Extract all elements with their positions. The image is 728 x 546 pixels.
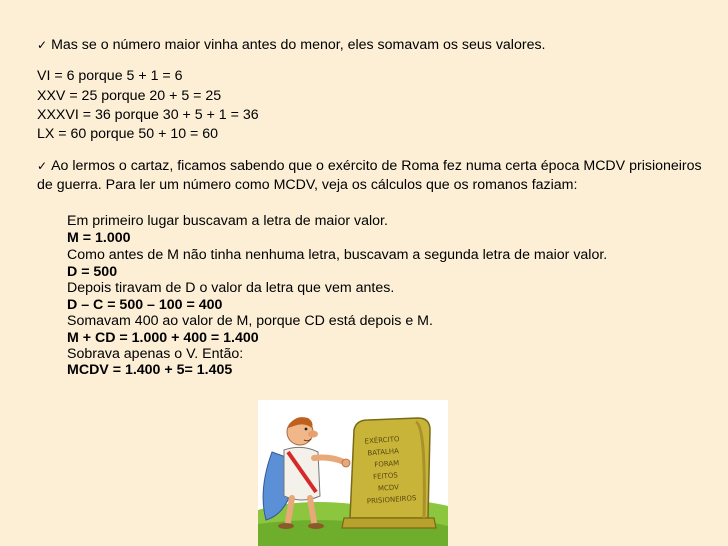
example-line: LX = 60 porque 50 + 10 = 60	[37, 126, 219, 142]
step-text: Somavam 400 ao valor de M, porque CD está depois e M.	[67, 313, 433, 329]
stone-text: MCDV	[377, 483, 400, 493]
stone-monument	[342, 418, 436, 528]
step-text: Sobrava apenas o V. Então:	[67, 346, 244, 362]
checkmark-icon: ✓	[37, 38, 48, 52]
step-text: Como antes de M não tinha nenhuma letra, buscavam a segunda letra de maior valor.	[67, 247, 608, 263]
checkmark-icon: ✓	[37, 159, 48, 173]
step-result: M = 1.000	[67, 230, 131, 246]
stone-text: PRISIONEIROS	[366, 494, 417, 506]
step-text: Depois tiravam de D o valor da letra que vem antes.	[67, 280, 395, 296]
step-text: Em primeiro lugar buscavam a letra de maior valor.	[67, 213, 388, 229]
poster-paragraph-line-2: de guerra. Para ler um número como MCDV, veja os cálculos que os romanos faziam:	[37, 177, 578, 193]
example-line: XXV = 25 porque 20 + 5 = 25	[37, 88, 222, 104]
example-line: VI = 6 porque 5 + 1 = 6	[37, 68, 183, 84]
stone-text: EXÉRCITO	[364, 435, 400, 446]
stone-text: BATALHA	[367, 447, 400, 458]
step-result: MCDV = 1.400 + 5= 1.405	[67, 362, 233, 378]
stone-text: FORAM	[374, 459, 400, 469]
step-result: D = 500	[67, 264, 118, 280]
roman-soldier-illustration	[258, 400, 448, 546]
poster-paragraph-line-1	[37, 158, 702, 175]
poster-paragraph-text-1: Ao lermos o cartaz, ficamos sabendo que o exército de Roma fez numa certa época MCDV prisioneiros	[51, 158, 702, 174]
example-line: XXXVI = 36 porque 30 + 5 + 1 = 36	[37, 107, 259, 123]
step-result: D – C = 500 – 100 = 400	[67, 297, 223, 313]
intro-line	[37, 37, 546, 54]
intro-text: Mas se o número maior vinha antes do menor, eles somavam os seus valores.	[51, 37, 546, 53]
stone-text: FEITOS	[372, 471, 399, 482]
step-result: M + CD = 1.000 + 400 = 1.400	[67, 330, 259, 346]
